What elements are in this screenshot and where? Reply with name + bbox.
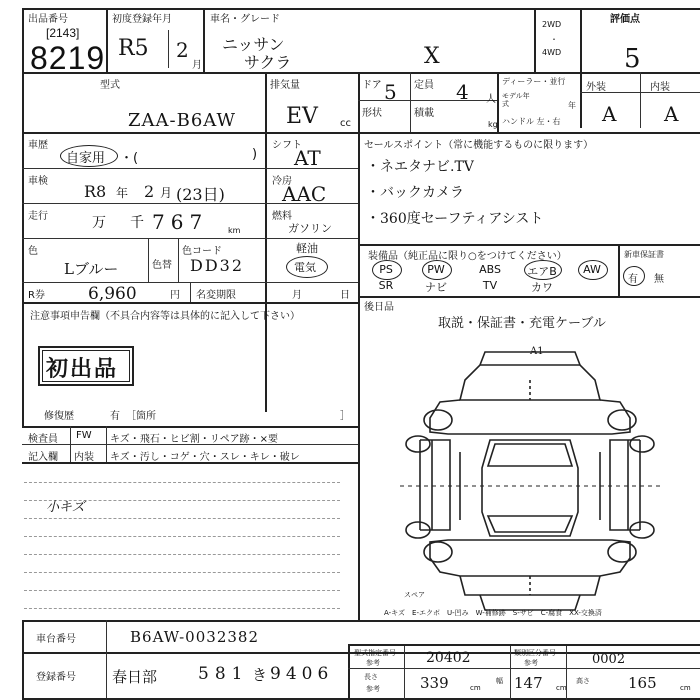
doors-value: 5	[384, 80, 397, 104]
width-value: 147	[514, 674, 543, 692]
score-value: 5	[624, 44, 641, 74]
first-listing-stamp-text: 初出品	[46, 356, 119, 382]
car-body-diagram	[360, 340, 700, 620]
equip-pw: PW	[427, 263, 445, 276]
shift-label: シフト	[272, 140, 302, 151]
first-reg-month: 2	[176, 38, 189, 62]
inspection-label: 車検	[28, 176, 48, 187]
checker-label-2: 記入欄	[28, 452, 58, 463]
history-label: 車歴	[28, 140, 48, 151]
plate-number: 9406	[270, 664, 334, 684]
chassis-value: B6AW-0032382	[130, 628, 259, 646]
height-value: 165	[628, 674, 657, 692]
color-code: DD32	[190, 256, 245, 275]
aircon-value: AAC	[282, 182, 327, 206]
equip-abs: ABS	[479, 263, 501, 276]
capacity-unit: 人	[486, 94, 496, 105]
category-value: 0002	[592, 652, 626, 667]
plate-class: 581	[198, 664, 249, 684]
history-value: 自家用	[66, 151, 106, 166]
equip-aw-circle	[578, 260, 608, 280]
repair-close: ］	[340, 411, 350, 422]
handle-label: ハンドル 左・右	[502, 117, 561, 126]
height-label: 高さ	[576, 677, 590, 685]
model-code-label: 型式	[100, 80, 120, 91]
fuel-option-gasoline: ガソリン	[288, 222, 332, 235]
model-code-value: ZAA-B6AW	[128, 110, 237, 131]
equip-ps-circle	[372, 260, 402, 280]
shape-label: 形状	[362, 108, 382, 119]
equip-navi: ナビ	[425, 281, 447, 294]
height-unit: cm	[680, 684, 691, 692]
fuel-label: 燃料	[272, 211, 292, 222]
inspection-day: (23日)	[176, 185, 225, 204]
inspection-month-unit: 月	[160, 186, 173, 200]
equip-sr: SR	[378, 279, 394, 292]
diagram-a1-mark: A1	[530, 346, 544, 357]
name-expiry-month: 月	[292, 290, 302, 301]
mileage-label: 走行	[28, 211, 48, 222]
plate-area: 春日部	[112, 668, 158, 686]
recycle-label: R券	[28, 290, 45, 301]
first-reg-divider	[168, 30, 171, 68]
repair-place: ［箇所	[126, 411, 156, 422]
sales-point-1: ・ネエタナビ.TV	[366, 159, 474, 175]
displacement-value: EV	[286, 104, 318, 129]
doors-label: ドア	[362, 80, 382, 91]
equip-tv: TV	[482, 279, 498, 292]
category-label: 類別区分番号	[514, 649, 556, 657]
afterwards-label: 後日品	[364, 302, 394, 313]
mileage-value: 767	[152, 210, 209, 234]
dealer-label: ディーラー・並行	[502, 77, 566, 86]
warranty-yes-circle	[623, 266, 645, 286]
exhibit-label: 出品番号	[28, 10, 68, 25]
mileage-sen: 千	[130, 215, 144, 231]
notes-label: 注意事項申告欄（不具合内容等は具体的に記入して下さい）	[30, 311, 300, 322]
history-rest: ・(	[120, 151, 139, 166]
sales-point-3: ・360度セーフティアシスト	[366, 211, 544, 227]
type-approval-value: 20402	[426, 650, 471, 666]
length-label: 長さ	[364, 673, 378, 681]
exhibit-number: 8219	[30, 40, 106, 76]
model-year-unit: 年	[568, 101, 576, 110]
inspection-month: 2	[144, 182, 155, 201]
equip-airbag: エアB	[527, 265, 557, 278]
type-approval-sub: 参考	[366, 659, 380, 667]
mileage-man: 万	[92, 215, 106, 231]
car-grade: X	[424, 44, 440, 69]
length-sub: 参考	[366, 685, 380, 693]
aircon-label: 冷房	[272, 176, 292, 187]
car-label: 車名・グレード	[210, 14, 280, 25]
equipment-label: 装備品（純正品に限り○をつけてください）	[368, 251, 567, 262]
warranty-label: 新車保証書	[624, 250, 664, 259]
model-year-label: モデル年式	[502, 92, 530, 108]
drive-dot: ・	[550, 35, 558, 44]
first-reg-era-year: R5	[118, 36, 149, 61]
capacity-value: 4	[456, 80, 469, 104]
drive-2wd: 2WD	[542, 20, 562, 29]
warranty-yes: 有	[628, 274, 638, 285]
recycle-unit: 円	[170, 290, 180, 301]
repair-label: 修復歴	[44, 411, 74, 422]
diagram-spare-mark: スペア	[404, 591, 425, 599]
inspection-year-unit: 年	[116, 186, 129, 200]
first-listing-stamp	[38, 346, 134, 386]
warranty-no: 無	[654, 274, 664, 285]
first-reg-label: 初度登録年月	[112, 14, 172, 25]
interior-label: 内装	[650, 82, 670, 93]
equip-leather: カワ	[531, 281, 553, 294]
score-label: 評価点	[610, 14, 640, 25]
checker-fw-text: キズ・飛石・ヒビ割・リペア跡・×要	[110, 434, 278, 445]
exhibit-sub-number: [2143]	[46, 26, 80, 40]
interior-value: A	[664, 102, 679, 126]
equip-pw-circle	[422, 260, 452, 280]
displacement-label: 排気量	[270, 80, 300, 91]
equip-airbag-circle	[524, 260, 562, 280]
width-unit: cm	[556, 684, 567, 692]
name-expiry-day: 日	[340, 290, 350, 301]
checker-interior-text: キズ・汚し・コゲ・穴・スレ・キレ・破レ	[110, 452, 300, 463]
capacity-label: 定員	[414, 80, 434, 91]
repair-value: 有	[110, 411, 120, 422]
checker-label-1: 検査員	[28, 434, 58, 445]
sales-points-label: セールスポイント（常に機能するものに限ります）	[364, 140, 594, 151]
sales-point-2: ・バックカメラ	[366, 185, 464, 201]
color-label: 色	[28, 246, 38, 257]
inspection-year: R8	[84, 182, 107, 201]
color-code-label: 色コード	[182, 246, 222, 257]
type-approval-label: 型式指定番号	[354, 649, 396, 657]
plate-label: 登録番号	[36, 672, 76, 683]
name-expiry-label: 名変期限	[196, 290, 236, 301]
category-sub: 参考	[524, 659, 538, 667]
exterior-value: A	[602, 102, 617, 126]
load-label: 積載	[414, 108, 434, 119]
color-change-label: 色替	[152, 260, 172, 271]
car-maker: ニッサン	[222, 35, 285, 54]
drive-4wd: 4WD	[542, 48, 562, 57]
fuel-option-diesel: 軽油	[296, 242, 318, 255]
fuel-option-electric: 電気	[294, 261, 316, 274]
shift-value: AT	[294, 146, 321, 170]
load-unit: kg	[488, 120, 498, 129]
recycle-value: 6,960	[88, 284, 137, 304]
checker-fw-label: FW	[76, 430, 92, 441]
checker-handwritten-note: 小キズ	[46, 500, 85, 515]
history-close: )	[252, 147, 258, 162]
chassis-label: 車台番号	[36, 634, 76, 645]
mileage-unit: km	[228, 226, 241, 235]
length-value: 339	[420, 674, 449, 692]
first-reg-month-unit: 月	[192, 60, 202, 71]
displacement-unit: cc	[340, 118, 351, 129]
afterwards-value: 取説・保証書・充電ケーブル	[438, 316, 606, 331]
car-model: サクラ	[244, 53, 292, 72]
width-label: 幅	[496, 677, 503, 685]
equip-ps: PS	[379, 263, 393, 276]
damage-legend: A-キズ E-エクボ U-凹み W-補修跡 S-サビ C-腐食 XX-交換済	[384, 609, 602, 617]
plate-kana: き	[252, 666, 268, 684]
exterior-label: 外装	[586, 82, 606, 93]
color-value: Lブルー	[64, 260, 119, 278]
checker-interior-label: 内装	[74, 452, 94, 463]
length-unit: cm	[470, 684, 481, 692]
equip-aw: AW	[583, 263, 601, 276]
